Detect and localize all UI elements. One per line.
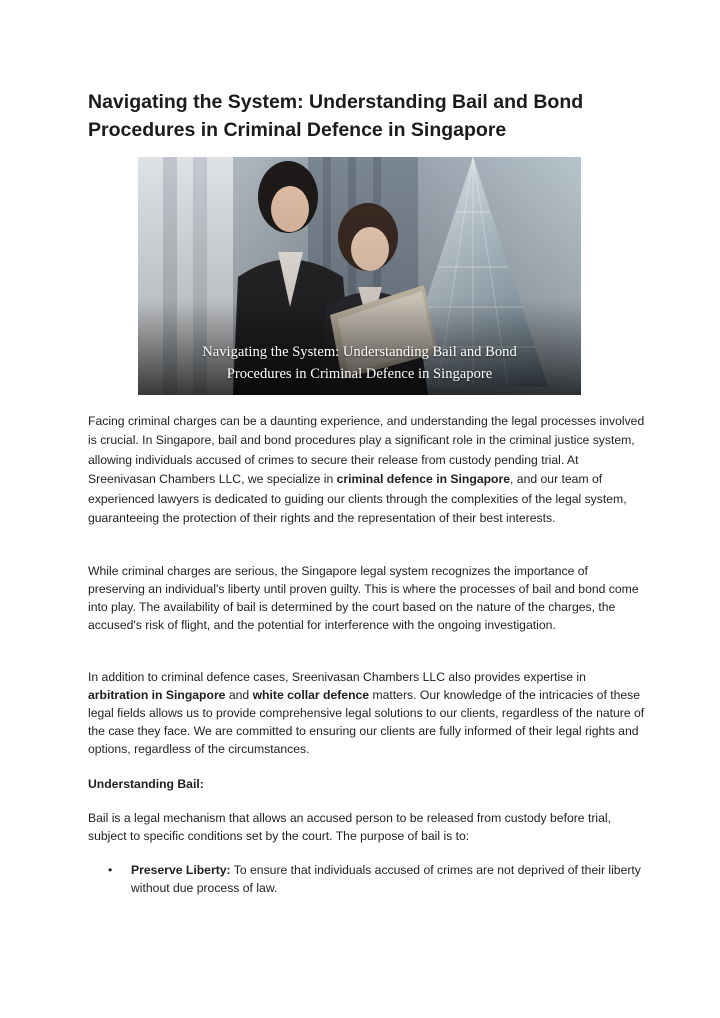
paragraph-text: , and our team of experienced lawyers is dedicated to guiding our clients through the complexities of the legal system, guaranteeing the protection of their rights and the representation of their best interests. [88,472,627,526]
hero-caption-line: Procedures in Criminal Defence in Singapore [226,366,493,382]
bold-phrase: white collar defence [252,687,370,702]
bold-phrase: criminal defence in Singapore [336,472,511,487]
hero-caption [138,341,581,385]
list-item-text: To ensure that individuals accused of crimes are not deprived of their liberty without due process of law. [131,863,641,895]
paragraph-intro [88,412,648,528]
section-heading: Understanding Bail: [88,777,204,791]
list-item [88,861,648,897]
paragraph-text: In addition to criminal defence cases, Sreenivasan Chambers LLC also provides expertise in [88,670,586,684]
paragraph-text: matters. Our knowledge of the intricacies of these legal fields allows us to provide comprehensive legal solutions to our clients, regardless of the nature of the case they face. We are committed to ensuring our clients are fully informed of their legal rights and options, regardless of the circumstances. [88,687,645,756]
bullet-icon: • [108,863,113,877]
paragraph-text: Facing criminal charges can be a daunting experience, and understanding the legal processes involved is crucial. In Singapore, bail and bond procedures play a significant role in the criminal justice system, allowing individuals accused of crimes to secure their release from custody pending trial. At Sreenivasan Chambers LLC, we specialize in [88,414,645,487]
bail-purpose-list [88,861,648,897]
paragraph-expertise [88,669,648,759]
list-item-label: Preserve Liberty: [131,863,231,877]
hero-caption-line: Navigating the System: Understanding Bail and Bond [202,344,517,360]
paragraph-liberty: While criminal charges are serious, the Singapore legal system recognizes the importance of preserving an individual's liberty until proven guilty. This is where the processes of bail and bond come into play. The availability of bail is determined by the court based on the nature of the charges, the accused's risk of flight, and the potential for interference with the ongoing investigation. [88,564,639,632]
document-title: Navigating the System: Understanding Bail and Bond Procedures in Criminal Defence in Singapore [88,91,584,141]
paragraph-bail-definition: Bail is a legal mechanism that allows an accused person to be released from custody before trial, subject to specific conditions set by the court. The purpose of bail is to: [88,811,611,843]
paragraph-text: and [225,687,253,702]
bold-phrase: arbitration in Singapore [88,687,226,702]
hero-image [138,157,581,395]
